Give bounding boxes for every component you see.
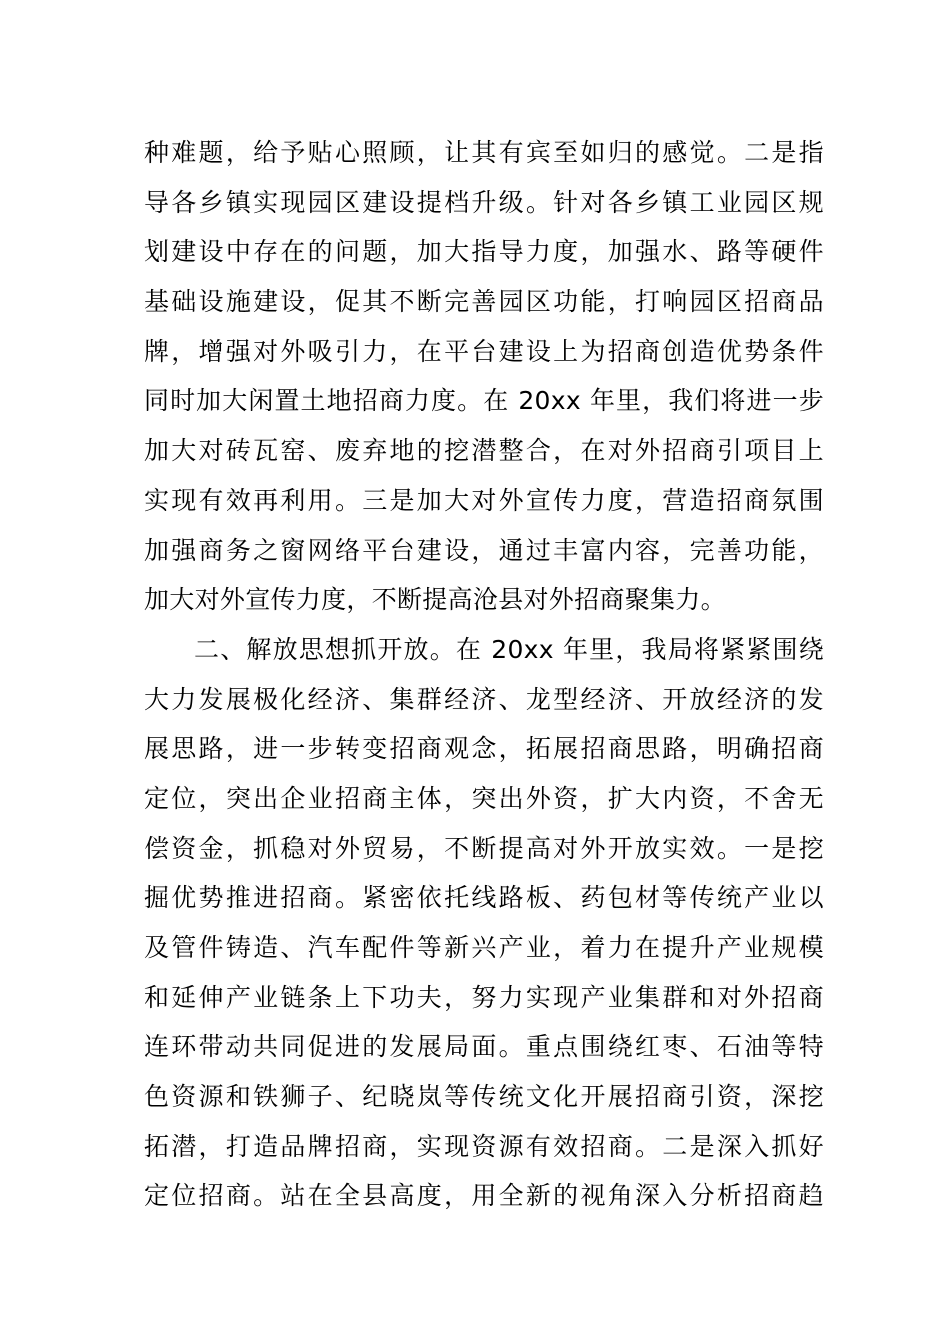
text-line-6: 同时加大闲置土地招商力度。在 20xx 年里，我们将进一步	[144, 386, 824, 416]
text-line-19: 连环带动共同促进的发展局面。重点围绕红枣、石油等特	[144, 1032, 824, 1062]
text-line-21: 拓潜，打造品牌招商，实现资源有效招商。二是深入抓好	[144, 1131, 824, 1161]
text-line-16: 掘优势推进招商。紧密依托线路板、药包材等传统产业以	[144, 883, 824, 913]
text-line-7: 加大对砖瓦窑、废弃地的挖潜整合，在对外招商引项目上	[144, 436, 824, 466]
text-line-17: 及管件铸造、汽车配件等新兴产业，着力在提升产业规模	[144, 933, 824, 962]
text-line-20: 色资源和铁狮子、纪晓岚等传统文化开展招商引资，深挖	[144, 1082, 824, 1112]
text-line-3: 划建设中存在的问题，加大指导力度，加强水、路等硬件	[144, 237, 824, 267]
text-line-14: 定位，突出企业招商主体，突出外资，扩大内资，不舍无	[144, 783, 824, 813]
text-line-11: 二、解放思想抓开放。在 20xx 年里，我局将紧紧围绕	[194, 634, 824, 664]
text-line-1: 种难题，给予贴心照顾，让其有宾至如归的感觉。二是指	[144, 138, 824, 167]
text-line-8: 实现有效再利用。三是加大对外宣传力度，营造招商氛围	[144, 485, 824, 515]
text-line-4: 基础设施建设，促其不断完善园区功能，打响园区招商品	[144, 287, 824, 317]
text-line-18: 和延伸产业链条上下功夫，努力实现产业集群和对外招商	[144, 982, 824, 1012]
document-body	[144, 128, 824, 1221]
text-line-12: 大力发展极化经济、集群经济、龙型经济、开放经济的发	[144, 684, 824, 714]
text-line-9: 加强商务之窗网络平台建设，通过丰富内容，完善功能，	[144, 535, 824, 565]
text-line-10: 加大对外宣传力度，不断提高沧县对外招商聚集力。	[144, 585, 726, 615]
text-line-13: 展思路，进一步转变招商观念，拓展招商思路，明确招商	[144, 734, 824, 764]
text-line-15: 偿资金，抓稳对外贸易，不断提高对外开放实效。一是挖	[144, 833, 824, 863]
text-line-22: 定位招商。站在全县高度，用全新的视角深入分析招商趋	[144, 1181, 824, 1211]
text-line-2: 导各乡镇实现园区建设提档升级。针对各乡镇工业园区规	[144, 187, 824, 217]
text-line-5: 牌，增强对外吸引力，在平台建设上为招商创造优势条件	[144, 336, 824, 366]
